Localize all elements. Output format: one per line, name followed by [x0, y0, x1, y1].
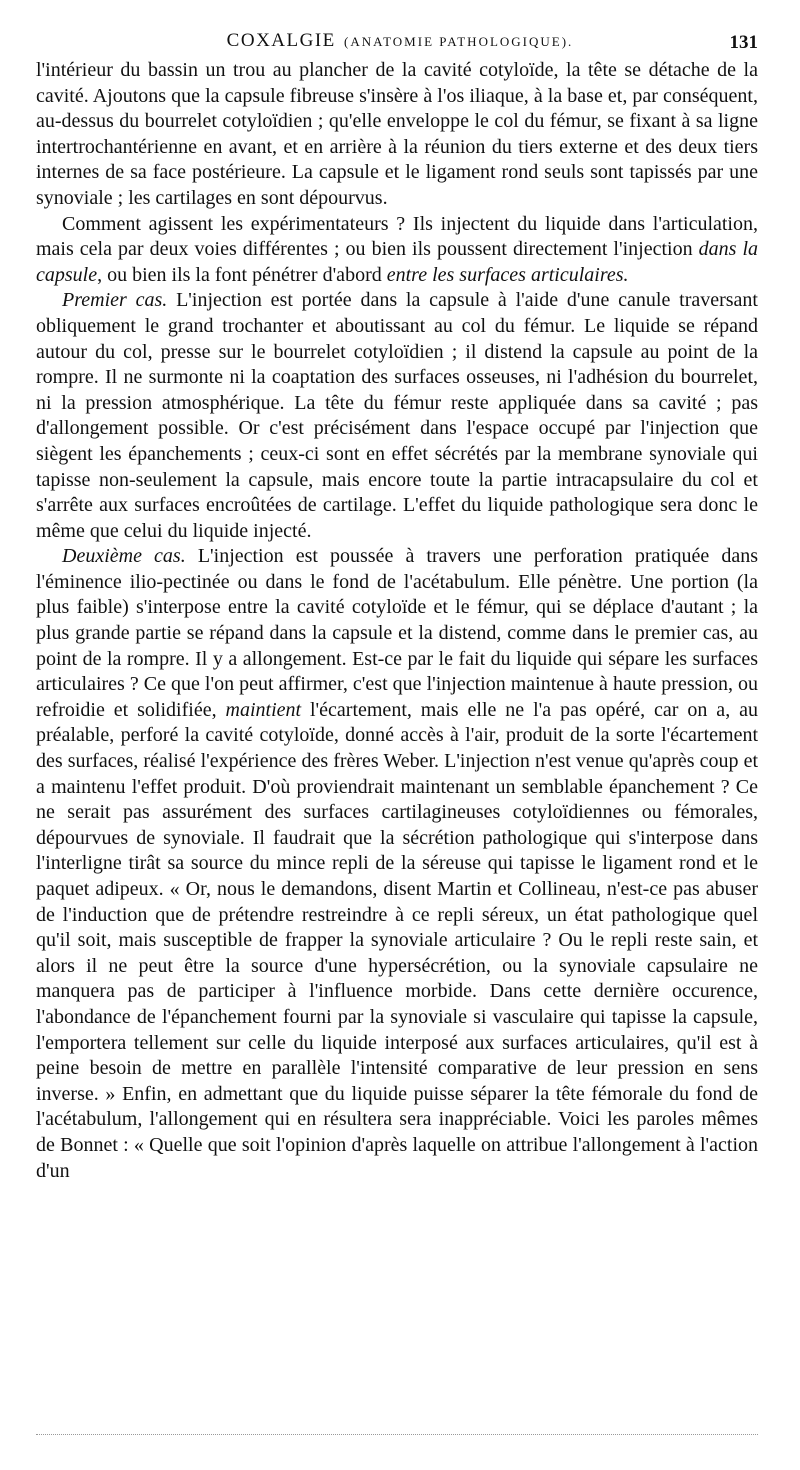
case-heading: Premier cas.: [62, 289, 168, 312]
paragraph-text: l'intérieur du bassin un trou au plancher de la cavité cotyloïde, la tête se détache de la cavité. Ajoutons que la capsule fibreuse s'insère à l'os iliaque, à la base et, par conséquent, au-dessus du bourrelet cotyloïdien ; qu'elle enveloppe le col du fémur, se fixant à sa ligne intertrochantérienne en avant, et en arrière à la réunion du tiers externe et des deux tiers internes de sa face postérieure. La capsule et le ligament rond seuls sont tapissés par une synoviale ; les cartilages en sont dépourvus.: [36, 59, 758, 209]
paragraph-text: , ou bien ils la font pénétrer d'abord: [97, 263, 387, 286]
running-title-subtitle: (ANATOMIE PATHOLOGIQUE).: [344, 34, 574, 49]
paragraph-text: Comment agissent les expérimentateurs ? Ils injectent du liquide dans l'articulation, mais cela par deux voies différentes ; ou bien ils poussent directement l'injection: [36, 212, 758, 261]
paragraph-second-case: [36, 544, 758, 1184]
paragraph-experimenters: [36, 212, 758, 289]
footer-rule: [36, 1434, 758, 1435]
paragraph-text: L'injection est portée dans la capsule à l'aide d'une canule traversant obliquement le grand trochanter et aboutissant au col du fémur. Le liquide se répand autour du col, presse sur le bourrelet cotyloïdien ; il distend la capsule au point de la rompre. Il ne surmonte ni la coaptation des surfaces osseuses, ni l'adhésion du bourrelet, ni la pression atmosphérique. La tête du fémur reste appliquée dans sa cavité ; pas d'allongement possible. Or c'est précisément dans l'espace occupé par l'injection que siègent les épanchements ; ceux-ci sont en effet sécrétés par la membrane synoviale qui tapisse non-seulement la capsule, mais encore toute la partie intracapsulaire du col et s'arrête aux surfaces encroûtées de cartilage. L'effet du liquide pathologique sera donc le même que celui du liquide injecté.: [36, 289, 758, 542]
paragraph-continuation: [36, 58, 758, 212]
running-title: [0, 30, 800, 52]
italic-phrase: entre les surfaces articulaires.: [386, 263, 629, 286]
running-title-main: COXALGIE: [226, 30, 336, 51]
paragraph-first-case: [36, 288, 758, 544]
italic-word: maintient: [225, 698, 302, 721]
italic-phrase: dans la capsule: [36, 238, 758, 286]
case-heading: Deuxième cas.: [62, 545, 186, 568]
body-text: [36, 58, 758, 1184]
paragraph-text: l'écartement, mais elle ne l'a pas opéré, car on a, au préalable, perforé la cavité cotyloïde, donné accès à l'air, produit de la sorte l'écartement des surfaces, réalisé l'expérience des frères Weber. L'injection n'est venue qu'après coup et a maintenu l'effet produit. D'où proviendrait maintenant un semblable épanchement ? Ce ne serait pas assurément des surfaces cartilagineuses cotyloïdiennes ou fémorales, dépourvues de synoviale. Il faudrait que la sécrétion pathologique qui s'interpose dans l'interligne tirât sa source du mince repli de la séreuse qui tapisse le ligament rond et le paquet adipeux. « Or, nous le demandons, disent Martin et Collineau, n'est-ce pas abuser de l'induction que de prétendre restreindre à ce repli séreux, un état pathologique quel qu'il soit, mais susceptible de frapper la synoviale articulaire ? Ou le repli reste sain, et alors il ne peut être la source d'une hypersécrétion, ou la synoviale capsulaire ne manquera pas de participer à l'influence morbide. Dans cette dernière occurence, l'abondance de l'épanchement fourni par la synoviale si vasculaire qui tapisse la capsule, l'emportera tellement sur celle du liquide interposé aux surfaces articulaires, qu'il est à peine besoin de mettre en parallèle l'intensité comparative de leur pression en sens inverse. » Enfin, en admettant que du liquide puisse séparer la tête fémorale du fond de l'acétabulum, l'allongement qui en résultera sera inappréciable. Voici les paroles mêmes de Bonnet : « Quelle que soit l'opinion d'après laquelle on attribue l'allongement à l'action d'un: [36, 698, 758, 1182]
page-number: 131: [729, 32, 758, 53]
paragraph-text: L'injection est poussée à travers une perforation pratiquée dans l'éminence ilio-pectinée ou dans le fond de l'acétabulum. Elle pénètre. Une portion (la plus faible) s'interpose entre la cavité cotyloïde et le fémur, qui se déplace d'autant ; la plus grande partie se répand dans la capsule et la distend, comme dans le premier cas, au point de la rompre. Il y a allongement. Est-ce par le fait du liquide qui sépare les surfaces articulaires ? Ce que l'on peut affirmer, c'est que l'injection maintenue à haute pression, ou refroidie et solidifiée,: [36, 545, 758, 721]
running-head: [0, 30, 800, 56]
